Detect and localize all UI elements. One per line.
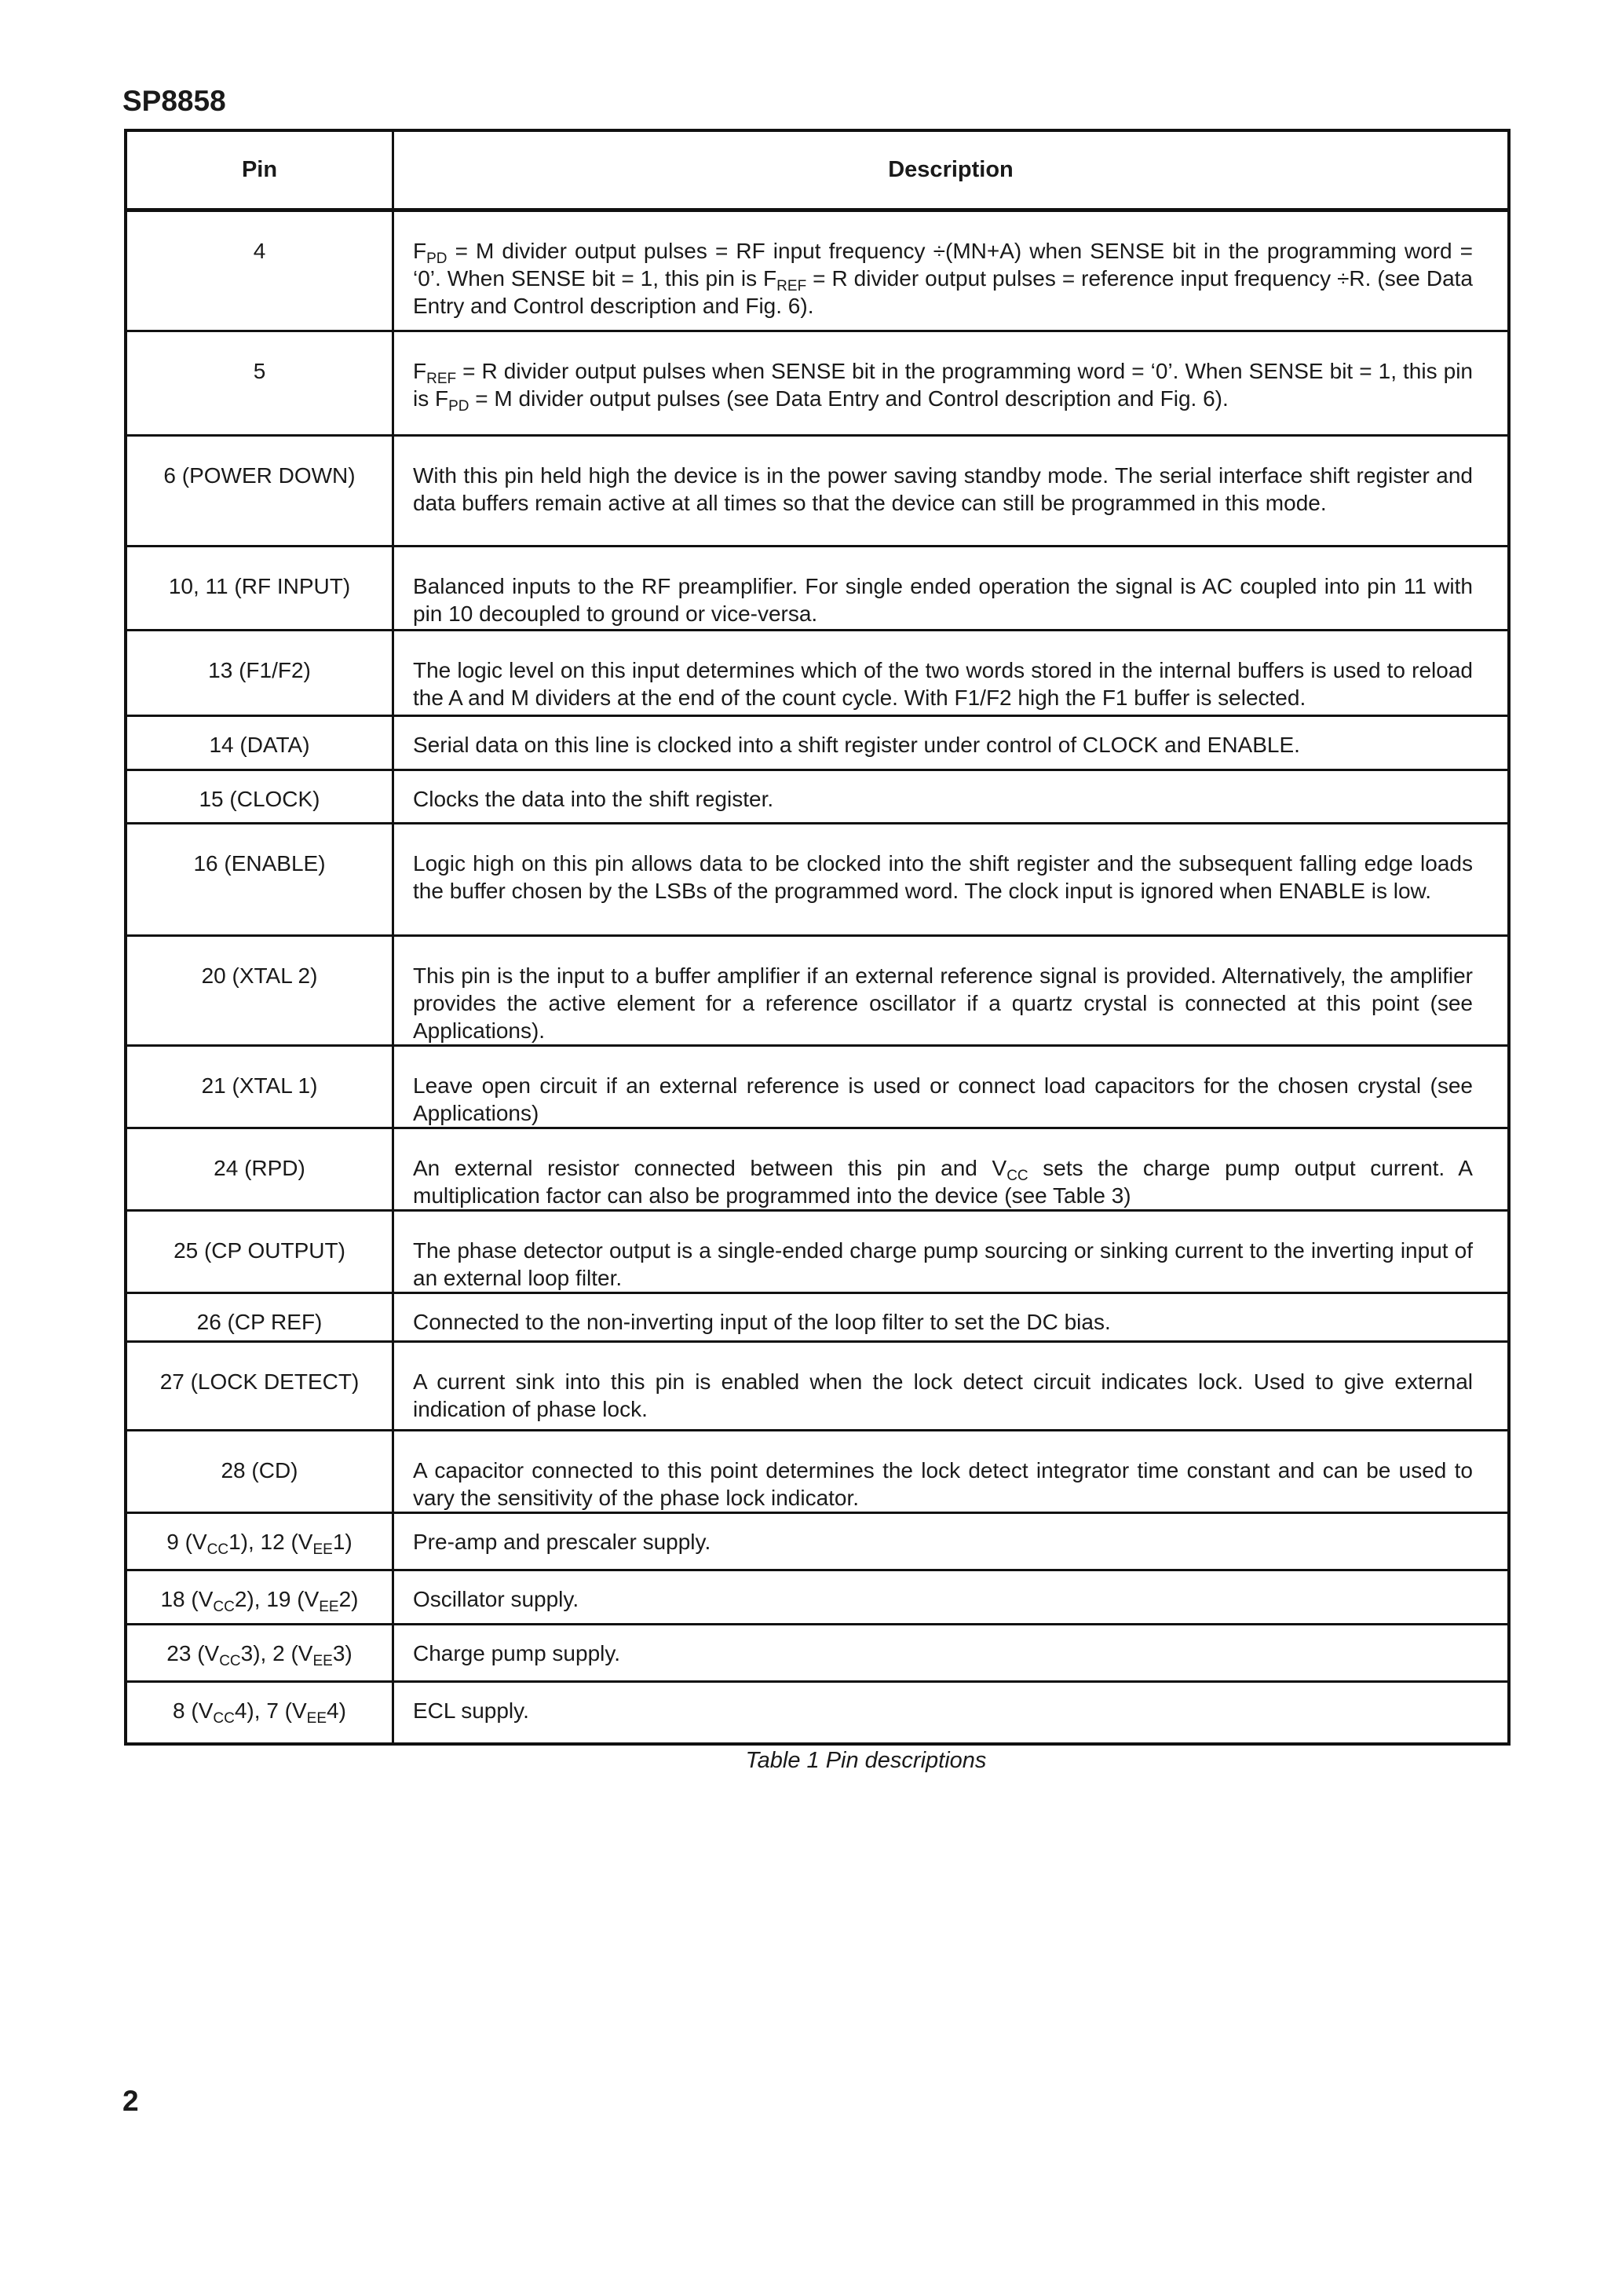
pin-cell: 23 $(V_{CC}3)$, 2 $(V_{EE}3)$ [126,1625,393,1682]
subscript: PD [426,250,448,267]
table-row [126,1431,1509,1513]
pin-cell: 28 (CD) [126,1431,393,1513]
table-caption: Table 1 Pin descriptions [745,1748,987,1773]
subscript: CC [1006,1168,1028,1184]
table-row [126,1293,1509,1342]
description-cell: Oscillator supply. [393,1570,1510,1625]
subscript: CC [206,1541,229,1558]
description-cell: Balanced inputs to the RF preamplifier. For single ended operation the signal is AC coupled into pin 11 with pin 10 decoupled to ground or vice-versa. [393,547,1510,631]
page-number: 2 [122,2085,139,2117]
document-title: SP8858 [122,85,226,117]
table-row [126,716,1509,770]
description-cell: $F_{PD} = M$ divider output pulses = RF input frequency ÷(MN+A) when SENSE bit in the programming word = ‘0’. When SENSE bit = 1, this pin is $F_{REF} = R$ divider output pulses = reference input frequency ÷R. (see Data Entry and Control description and Fig. 6). [393,210,1510,331]
subscript: CC [213,1599,235,1615]
description-cell: Serial data on this line is clocked into a shift register under control of CLOCK and ENABLE. [393,716,1510,770]
description-cell: Pre-amp and prescaler supply. [393,1513,1510,1570]
table-row [126,1128,1509,1211]
pin-cell: 15 (CLOCK) [126,770,393,824]
subscript: REF [426,371,457,387]
description-cell: $F_{REF} = R$ divider output pulses when SENSE bit in the programming word = ‘0’. When SENSE bit = 1, this pin is $F_{PD} = M$ divider output pulses (see Data Entry and Control description and Fig. 6). [393,331,1510,436]
pin-cell: 26 (CP REF) [126,1293,393,1342]
description-cell: A capacitor connected to this point determines the lock detect integrator time constant and can be used to vary the sensitivity of the phase lock indicator. [393,1431,1510,1513]
description-cell: The logic level on this input determines which of the two words stored in the internal buffers is used to reload the A and M dividers at the end of the count cycle. With F1/F2 high the F1 buffer is selected. [393,631,1510,716]
table-row [126,1513,1509,1570]
description-cell: This pin is the input to a buffer amplifier if an external reference signal is provided. Alternatively, the amplifier provides the active element for a reference oscillator if a quartz crystal is connected at this point (see Applications). [393,936,1510,1046]
description-cell: The phase detector output is a single-ended charge pump sourcing or sinking current to the inverting input of an external loop filter. [393,1211,1510,1293]
subscript: CC [219,1653,241,1669]
subscript: EE [312,1541,333,1558]
description-cell: A current sink into this pin is enabled when the lock detect circuit indicates lock. Used to give external indication of phase lock. [393,1342,1510,1431]
description-cell: With this pin held high the device is in the power saving standby mode. The serial interface shift register and data buffers remain active at all times so that the device can still be programmed in this mode. [393,436,1510,547]
table-row [126,1342,1509,1431]
pin-cell: 16 (ENABLE) [126,824,393,936]
table-row [126,1211,1509,1293]
pin-cell: 9 $(V_{CC}1)$, 12 $(V_{EE}1)$ [126,1513,393,1570]
table-row [126,770,1509,824]
table-row [126,936,1509,1046]
subscript: PD [448,398,469,415]
table-header-row [126,130,1509,210]
pin-cell: 27 (LOCK DETECT) [126,1342,393,1431]
table-row [126,1046,1509,1128]
description-cell: Clocks the data into the shift register. [393,770,1510,824]
pin-cell: 4 [126,210,393,331]
pin-cell: 24 (RPD) [126,1128,393,1211]
table-row [126,1570,1509,1625]
description-cell: ECL supply. [393,1682,1510,1744]
subscript: EE [312,1653,333,1669]
table-row [126,547,1509,631]
pin-cell: 5 [126,331,393,436]
pin-cell: 18 $(V_{CC}2)$, 19 $(V_{EE}2)$ [126,1570,393,1625]
subscript: CC [213,1710,235,1727]
pin-cell: 10, 11 (RF INPUT) [126,547,393,631]
description-cell: Leave open circuit if an external reference is used or connect load capacitors for the chosen crystal (see Applications) [393,1046,1510,1128]
pin-cell: 21 (XTAL 1) [126,1046,393,1128]
subscript: EE [319,1599,339,1615]
pin-cell: 14 (DATA) [126,716,393,770]
pin-cell: 25 (CP OUTPUT) [126,1211,393,1293]
description-cell: Connected to the non-inverting input of the loop filter to set the DC bias. [393,1293,1510,1342]
column-header-description: Description [393,130,1510,210]
pin-cell: 6 (POWER DOWN) [126,436,393,547]
column-header-pin: Pin [126,130,393,210]
description-cell: Logic high on this pin allows data to be clocked into the shift register and the subsequent falling edge loads the buffer chosen by the LSBs of the programmed word. The clock input is ignored when ENABLE is low. [393,824,1510,936]
table-row [126,331,1509,436]
description-cell: An external resistor connected between this pin and $V_{CC}$ sets the charge pump output current. A multiplication factor can also be programmed into the device (see Table 3) [393,1128,1510,1211]
description-cell: Charge pump supply. [393,1625,1510,1682]
table-row [126,824,1509,936]
table-row [126,631,1509,716]
pin-cell: 20 (XTAL 2) [126,936,393,1046]
pin-description-table [124,129,1511,1746]
pin-cell: 8 $(V_{CC}4)$, 7 $(V_{EE}4)$ [126,1682,393,1744]
table-row [126,1625,1509,1682]
table-row [126,210,1509,331]
table-row [126,436,1509,547]
subscript: EE [306,1710,327,1727]
table-row [126,1682,1509,1744]
pin-cell: 13 (F1/F2) [126,631,393,716]
subscript: REF [776,278,807,294]
